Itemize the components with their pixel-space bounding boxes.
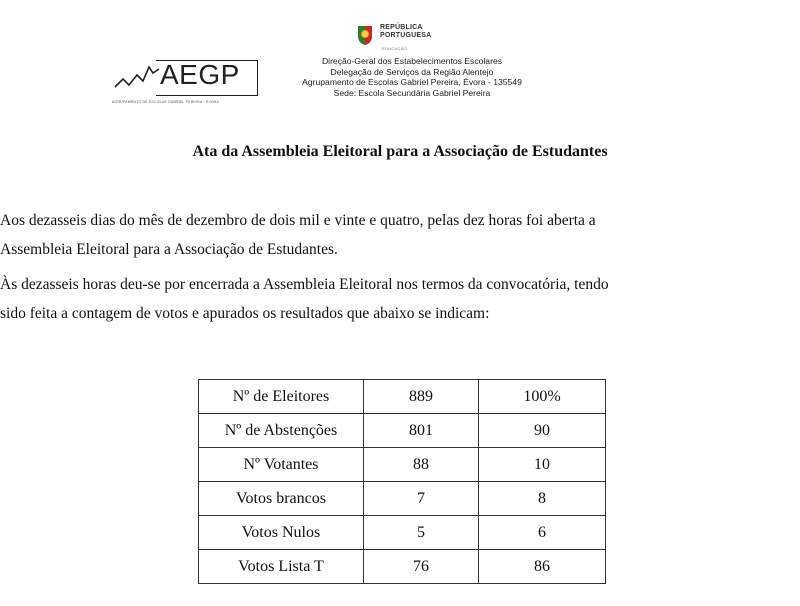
paragraph-line: Aos dezasseis dias do mês de dezembro de dois mil e vinte e quatro, pelas dez horas foi aberta a [0, 212, 596, 229]
table-cell-percent: 10 [479, 448, 606, 482]
table-cell-count: 7 [364, 482, 479, 516]
table-cell-label: Votos Nulos [199, 516, 364, 550]
paragraph-line: Às dezasseis horas deu-se por encerrada a Assembleia Eleitoral nos termos da convocatória, tendo [0, 276, 609, 293]
table-cell-label: Votos brancos [199, 482, 364, 516]
document-header [0, 0, 800, 130]
table-cell-percent: 6 [479, 516, 606, 550]
table-cell-label: Nº de Eleitores [199, 380, 364, 414]
aegp-logo-tagline: AGRUPAMENTO DE ESCOLAS GABRIEL PEREIRA · ÉVORA [112, 100, 220, 104]
table-row [199, 482, 606, 516]
table-row [199, 448, 606, 482]
table-cell-percent: 90 [479, 414, 606, 448]
table-cell-label: Nº de Abstenções [199, 414, 364, 448]
org-line: Sede: Escola Secundária Gabriel Pereira [333, 87, 491, 98]
document-title: Ata da Assembleia Eleitoral para a Associação de Estudantes [192, 143, 608, 160]
table-row [199, 380, 606, 414]
table-cell-count: 5 [364, 516, 479, 550]
table-cell-count: 88 [364, 448, 479, 482]
paragraph-line: Assembleia Eleitoral para a Associação de Estudantes. [0, 241, 338, 258]
table-cell-count: 76 [364, 550, 479, 584]
table-cell-count: 889 [364, 380, 479, 414]
org-line: Direção-Geral dos Estabelecimentos Escolares [321, 56, 503, 66]
table-row [199, 550, 606, 584]
org-line: Delegação de Serviços da Região Alentejo [330, 66, 494, 77]
table-cell-percent: 8 [479, 482, 606, 516]
republic-subtitle: EDUCAÇÃO [382, 46, 408, 51]
aegp-logo-text: AEGP [160, 59, 240, 90]
paragraph-opening [0, 206, 800, 264]
republic-name: REPÚBLICA PORTUGUESA [380, 24, 432, 39]
table-row [199, 414, 606, 448]
organization-lines [262, 56, 562, 98]
paragraph-closing [0, 270, 800, 328]
table-cell-count: 801 [364, 414, 479, 448]
results-table [198, 379, 606, 584]
paragraph-line: sido feita a contagem de votos e apurados os resultados que abaixo se indicam: [0, 305, 490, 322]
table-cell-label: Nº Votantes [199, 448, 364, 482]
table-cell-percent: 100% [479, 380, 606, 414]
org-line: Agrupamento de Escolas Gabriel Pereira, Évora - 135549 [302, 77, 522, 88]
republic-emblem-icon [356, 24, 374, 46]
table-cell-percent: 86 [479, 550, 606, 584]
table-cell-label: Votos Lista T [199, 550, 364, 584]
table-row [199, 516, 606, 550]
